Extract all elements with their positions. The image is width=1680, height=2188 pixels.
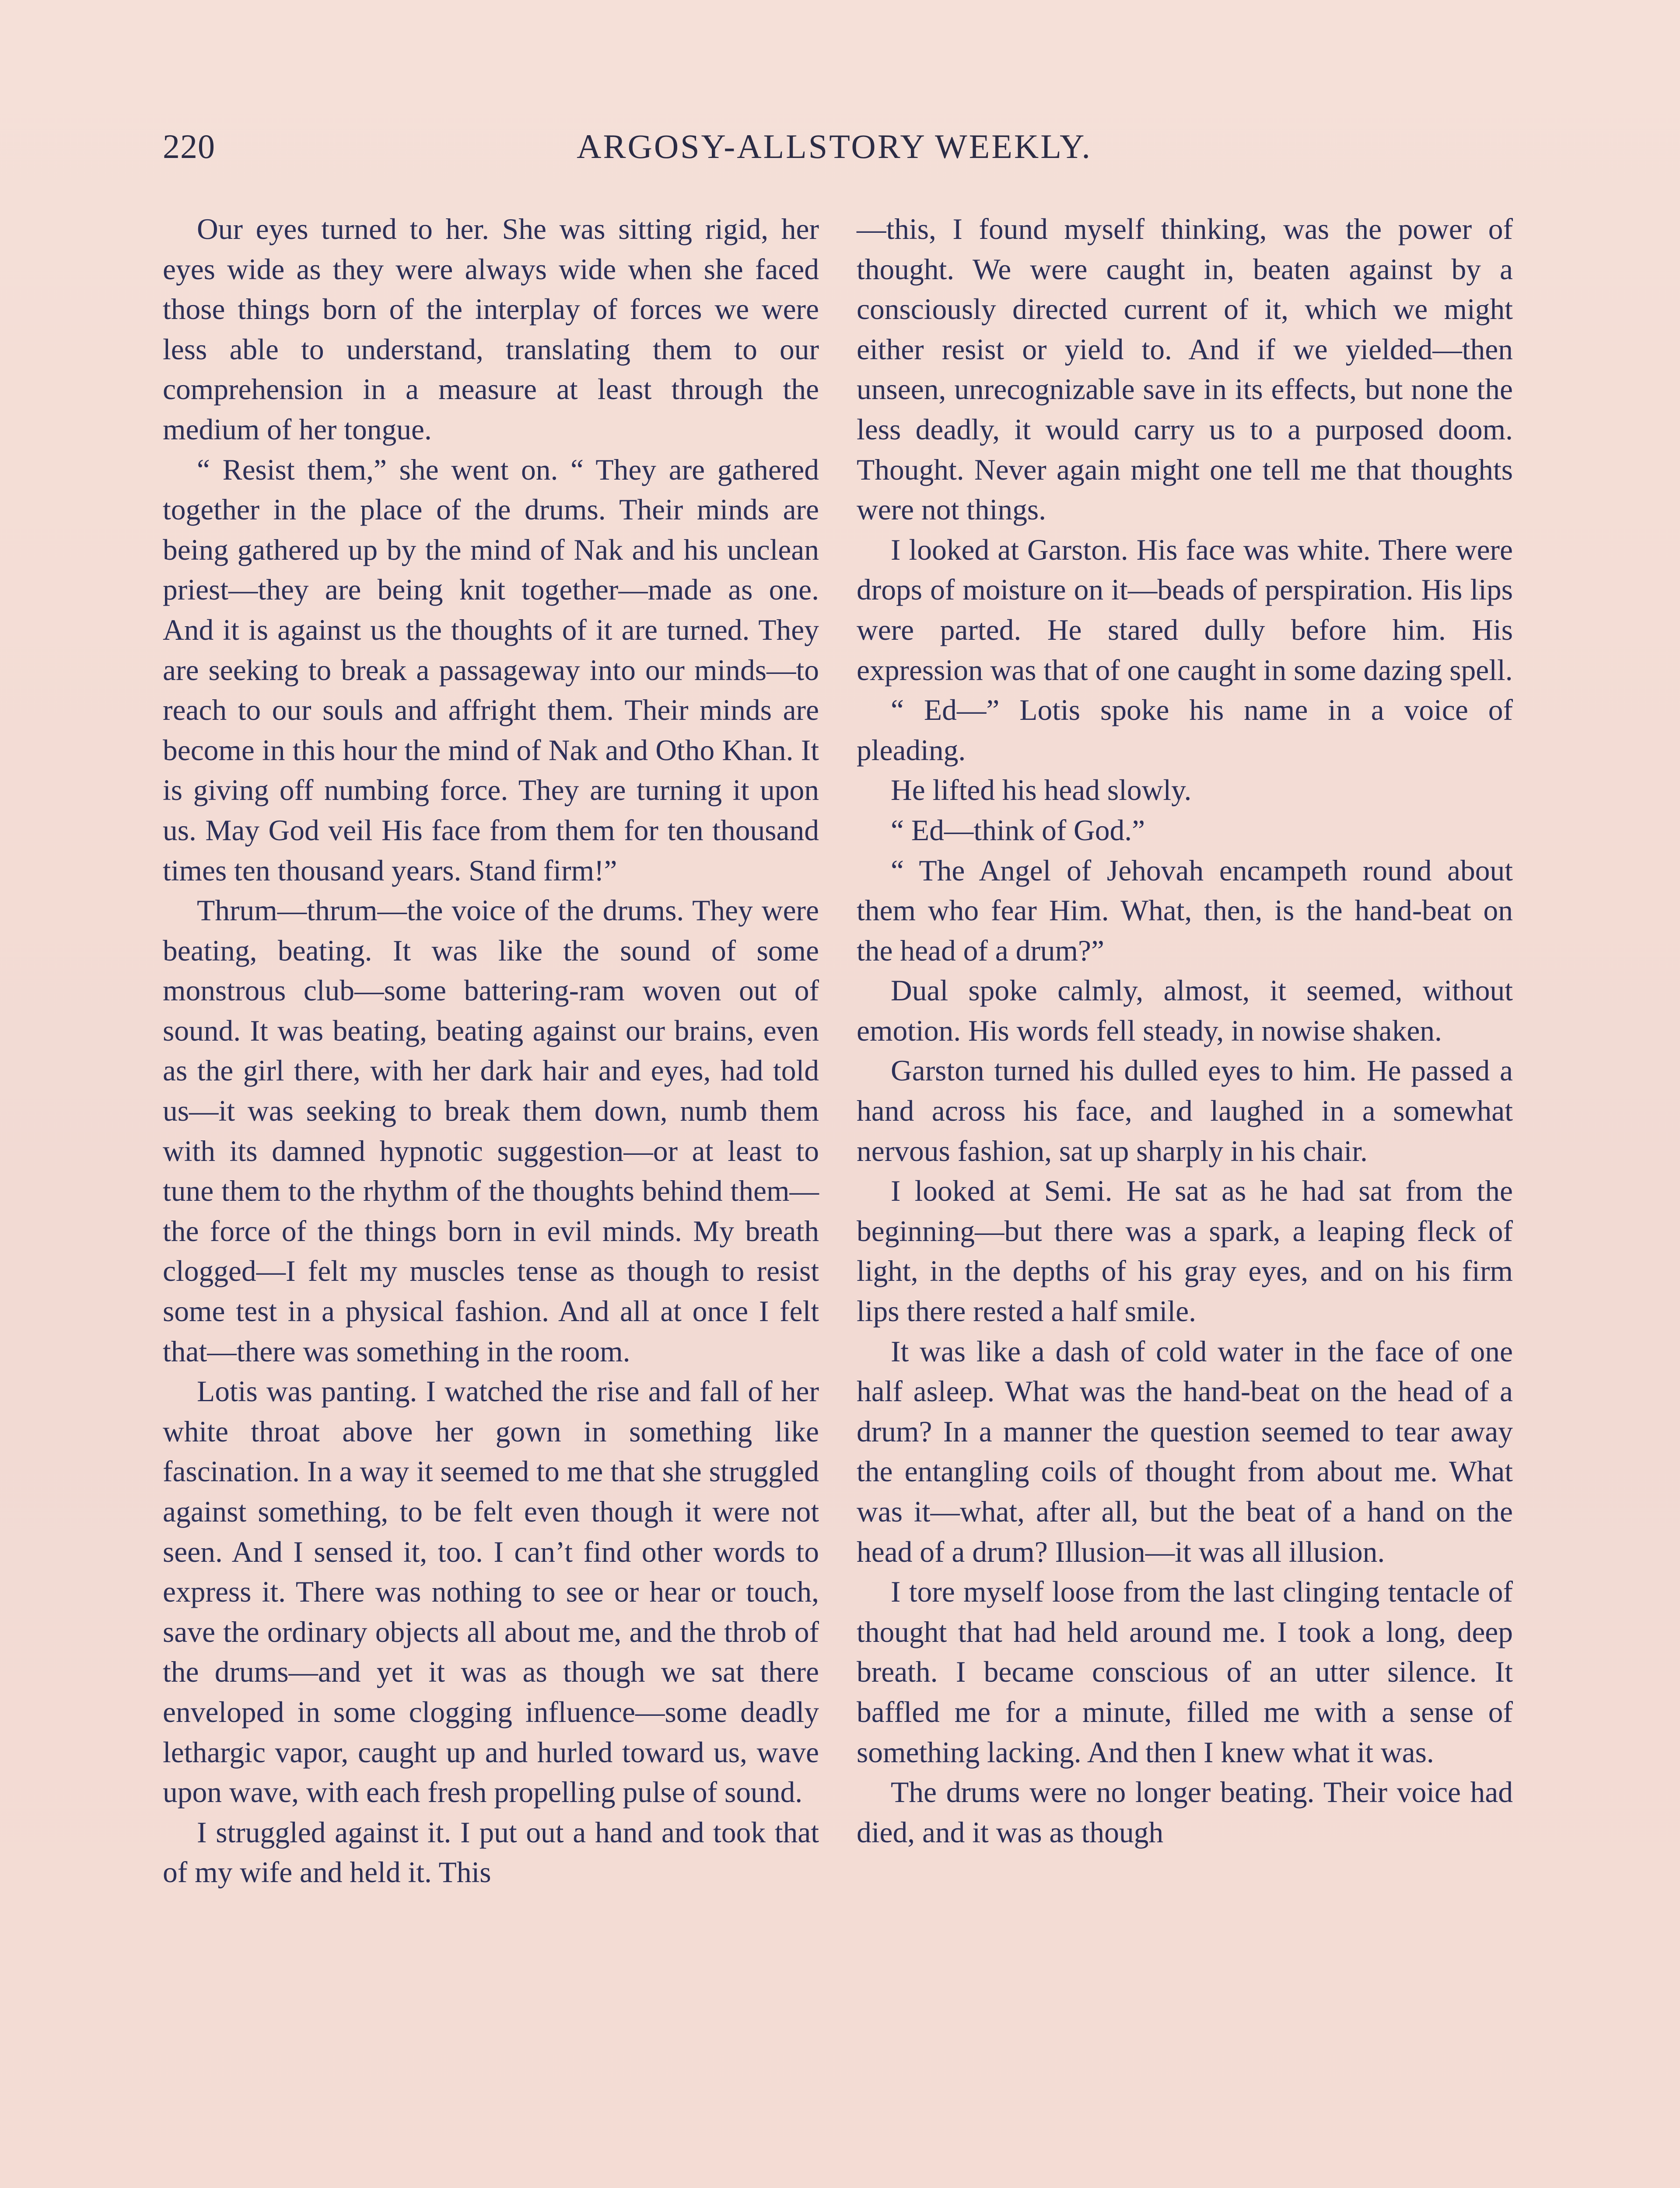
paragraph: “ Resist them,” she went on. “ They are gathered together in the place of the drums. Their minds are being gathered up by the mind of Nak and his unclean priest—they are being knit together—made as one. And it is against us the thoughts of it are turned. They are seeking to break a passageway into our minds—to reach to our souls and affright them. Their minds are become in this hour the mind of Nak and Otho Khan. It is giving off numbing force. They are turning it upon us. May God veil His face from them for ten thousand times ten thousand years. Stand firm!”	[163, 453, 819, 887]
paragraph: It was like a dash of cold water in the face of one half asleep. What was the hand-beat on the head of a drum? In a manner the question seemed to tear away the entangling coils of thought from about me. What was it—what, after all, but the beat of a hand on the head of a drum? Illusion—it was all illusion.	[857, 1335, 1513, 1568]
running-title: ARGOSY-ALLSTORY WEEKLY.	[577, 127, 1092, 165]
paragraph: Thrum—thrum—the voice of the drums. They were beating, beating. It was like the sound of some monstrous club—some battering-ram woven out of sound. It was beating, beating against our brains, even as the girl there, with her dark hair and eyes, had told us—it was seeking to break them down, numb them with its damned hypnotic suggestion—or at least to tune them to the rhythm of the thoughts behind them—the force of the things born in evil minds. My breath clogged—I felt my muscles tense as though to resist some test in a physical fashion. And all at once I felt that—there was something in the room.	[163, 894, 819, 1368]
paragraph: “ Ed—” Lotis spoke his name in a voice of pleading.	[857, 694, 1513, 767]
paragraph: Garston turned his dulled eyes to him. He passed a hand across his face, and laughed in a somewhat nervous fashion, sat up sharply in his chair.	[857, 1054, 1513, 1168]
left-column	[163, 209, 819, 1893]
paragraph: “ Ed—think of God.”	[891, 813, 1145, 847]
paragraph: Lotis was panting. I watched the rise and fall of her white throat above her gown in something like fascination. In a way it seemed to me that she struggled against something, to be felt even though it were not seen. And I sensed it, too. I can’t find other words to express it. There was nothing to see or hear or touch, save the ordinary objects all about me, and the throb of the drums—and yet it was as though we sat there enveloped in some clogging influence—some deadly lethargic vapor, caught up and hurled toward us, wave upon wave, with each fresh propelling pulse of sound.	[163, 1375, 819, 1809]
paragraph: He lifted his head slowly.	[891, 774, 1192, 807]
paragraph: I looked at Semi. He sat as he had sat from the beginning—but there was a spark, a leaping fleck of light, in the depths of his gray eyes, and on his firm lips there rested a half smile.	[857, 1175, 1513, 1328]
paragraph: I tore myself loose from the last clinging tentacle of thought that had held around me. I took a long, deep breath. I became conscious of an utter silence. It baffled me for a minute, filled me with a sense of something lacking. And then I knew what it was.	[857, 1575, 1513, 1769]
paragraph: Dual spoke calmly, almost, it seemed, without emotion. His words fell steady, in nowise shaken.	[857, 974, 1513, 1047]
paragraph: “ The Angel of Jehovah encampeth round about them who fear Him. What, then, is the hand-beat on the head of a drum?”	[857, 854, 1513, 967]
page-number: 220	[163, 127, 215, 165]
paragraph: I struggled against it. I put out a hand and took that of my wife and held it. This	[163, 1816, 819, 1889]
page-header	[163, 127, 1506, 188]
paragraph: The drums were no longer beating. Their voice had died, and it was as though	[857, 1776, 1513, 1849]
right-column	[857, 209, 1513, 1852]
paragraph: —this, I found myself thinking, was the power of thought. We were caught in, beaten against by a consciously directed current of it, which we might either resist or yield to. And if we yielded—then unseen, unrecognizable save in its effects, but none the less deadly, it would carry us to a purposed doom. Thought. Never again might one tell me that thoughts were not things.	[857, 213, 1513, 526]
paragraph: I looked at Garston. His face was white. There were drops of moisture on it—beads of perspiration. His lips were parted. He stared dully before him. His expression was that of one caught in some dazing spell.	[857, 533, 1513, 687]
paragraph: Our eyes turned to her. She was sitting rigid, her eyes wide as they were always wide when she faced those things born of the interplay of forces we were less able to understand, translating them to our comprehension in a measure at least through the medium of her tongue.	[163, 213, 819, 446]
